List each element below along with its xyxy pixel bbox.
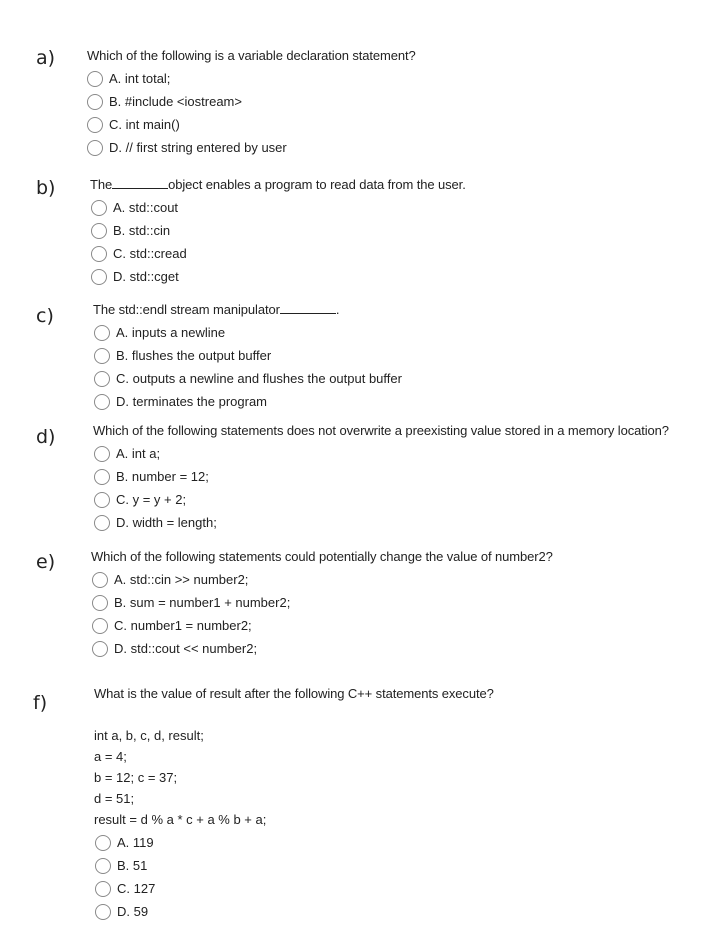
- radio-button[interactable]: [94, 394, 110, 410]
- code-line: a = 4;: [94, 749, 127, 764]
- question-e-option-c[interactable]: C. number1 = number2;: [92, 616, 252, 636]
- question-e-option-a[interactable]: A. std::cin >> number2;: [92, 570, 248, 590]
- radio-button[interactable]: [94, 371, 110, 387]
- question-f-option-d[interactable]: D. 59: [95, 902, 148, 922]
- radio-button[interactable]: [95, 881, 111, 897]
- question-a-prompt: Which of the following is a variable declaration statement?: [87, 48, 416, 63]
- radio-button[interactable]: [91, 246, 107, 262]
- question-a-option-c[interactable]: C. int main(): [87, 115, 180, 135]
- question-e-option-d[interactable]: D. std::cout << number2;: [92, 639, 257, 659]
- radio-button[interactable]: [94, 348, 110, 364]
- code-line: d = 51;: [94, 791, 135, 806]
- radio-button[interactable]: [92, 641, 108, 657]
- radio-button[interactable]: [87, 117, 103, 133]
- radio-button[interactable]: [95, 904, 111, 920]
- question-d-option-c[interactable]: C. y = y + 2;: [94, 490, 186, 510]
- question-b-option-c[interactable]: C. std::cread: [91, 244, 187, 264]
- question-f-option-c[interactable]: C. 127: [95, 879, 155, 899]
- question-a-label: a): [36, 47, 56, 69]
- radio-button[interactable]: [95, 858, 111, 874]
- radio-button[interactable]: [94, 515, 110, 531]
- radio-button[interactable]: [95, 835, 111, 851]
- question-f-option-a[interactable]: A. 119: [95, 833, 154, 853]
- question-d-option-d[interactable]: D. width = length;: [94, 513, 217, 533]
- radio-button[interactable]: [91, 200, 107, 216]
- question-d-prompt: Which of the following statements does not overwrite a preexisting value stored in a memory location?: [93, 423, 669, 438]
- question-c-option-c[interactable]: C. outputs a newline and flushes the output buffer: [94, 369, 402, 389]
- radio-button[interactable]: [92, 572, 108, 588]
- radio-button[interactable]: [94, 469, 110, 485]
- radio-button[interactable]: [91, 223, 107, 239]
- fill-in-blank: [112, 179, 168, 189]
- code-line: b = 12; c = 37;: [94, 770, 178, 785]
- radio-button[interactable]: [87, 71, 103, 87]
- radio-button[interactable]: [92, 618, 108, 634]
- question-c-option-d[interactable]: D. terminates the program: [94, 392, 267, 412]
- radio-button[interactable]: [87, 94, 103, 110]
- question-d-option-a[interactable]: A. int a;: [94, 444, 160, 464]
- code-line: result = d % a * c + a % b + a;: [94, 812, 267, 827]
- radio-button[interactable]: [87, 140, 103, 156]
- radio-button[interactable]: [94, 446, 110, 462]
- question-a-option-d[interactable]: D. // first string entered by user: [87, 138, 287, 158]
- radio-button[interactable]: [92, 595, 108, 611]
- question-f-option-b[interactable]: B. 51: [95, 856, 147, 876]
- question-c-option-b[interactable]: B. flushes the output buffer: [94, 346, 271, 366]
- radio-button[interactable]: [94, 325, 110, 341]
- code-line: int a, b, c, d, result;: [94, 728, 204, 743]
- question-e-prompt: Which of the following statements could potentially change the value of number2?: [91, 549, 553, 564]
- question-f-prompt: What is the value of result after the following C++ statements execute?: [94, 686, 494, 701]
- question-d-option-b[interactable]: B. number = 12;: [94, 467, 209, 487]
- question-c-prompt: The std::endl stream manipulator .: [93, 302, 340, 317]
- question-b-prompt: The object enables a program to read data from the user.: [90, 177, 466, 192]
- question-b-option-a[interactable]: A. std::cout: [91, 198, 178, 218]
- question-e-label: e): [36, 551, 56, 573]
- radio-button[interactable]: [91, 269, 107, 285]
- question-c-label: c): [36, 305, 54, 327]
- question-d-label: d): [36, 426, 56, 448]
- question-b-label: b): [36, 177, 56, 199]
- question-a-option-a[interactable]: A. int total;: [87, 69, 170, 89]
- question-a-option-b[interactable]: B. #include <iostream>: [87, 92, 242, 112]
- question-c-option-a[interactable]: A. inputs a newline: [94, 323, 225, 343]
- question-b-option-d[interactable]: D. std::cget: [91, 267, 179, 287]
- fill-in-blank: [280, 304, 336, 314]
- question-e-option-b[interactable]: B. sum = number1 + number2;: [92, 593, 290, 613]
- question-b-option-b[interactable]: B. std::cin: [91, 221, 170, 241]
- question-f-label: f): [33, 692, 48, 714]
- radio-button[interactable]: [94, 492, 110, 508]
